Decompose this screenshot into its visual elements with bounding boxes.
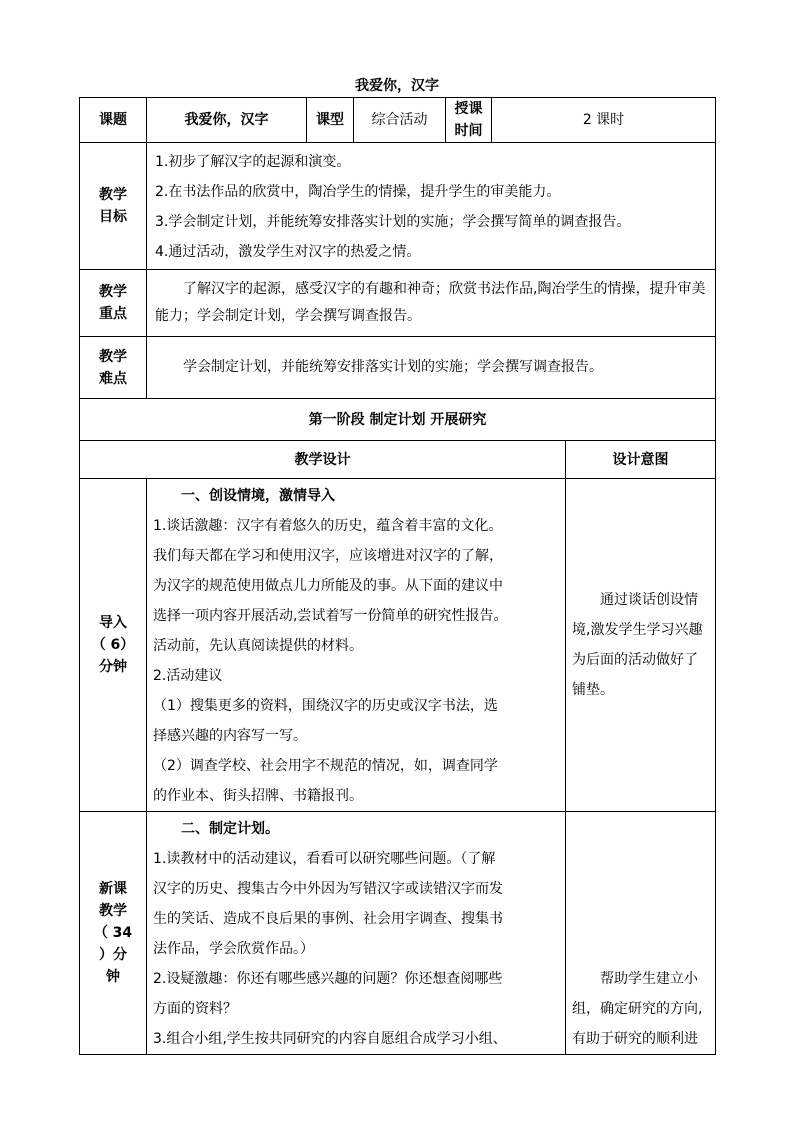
difficulties-text: 学会制定计划，并能统筹安排落实计划的实施；学会撰写调查报告。 — [147, 337, 716, 399]
key-points-text: 了解汉字的起源，感受汉字的有趣和神奇；欣赏书法作品,陶冶学生的情操，提升审美能力；学会制定计划，学会撰写调查报告。 — [147, 270, 716, 337]
newlesson-line: 3.组合小组,学生按共同研究的内容自愿组合成学习小组、 — [153, 1031, 507, 1047]
time-value: 2 课时 — [492, 98, 716, 143]
difficulties-label-line-1: 教学 — [99, 348, 127, 365]
goal-item: 4.通过活动，激发学生对汉字的热爱之情。 — [155, 244, 421, 260]
key-points-label-line-2: 重点 — [99, 306, 127, 322]
newlesson-line: 生的笑话、造成不良后果的事例、社会用字调查、搜集书 — [153, 911, 503, 927]
difficulties-label-line-2: 难点 — [99, 370, 127, 387]
intro-line: 我们每天都在学习和使用汉字，应该增进对汉字的了解， — [153, 548, 503, 564]
stage-title: 第一阶段 制定计划 开展研究 — [80, 399, 716, 441]
goals-list — [147, 143, 716, 270]
newlesson-intent-line: 有助于研究的顺利进 — [572, 1031, 698, 1047]
intro-label-line-2: （ 6） — [91, 637, 135, 653]
newlesson-label-line-1: 新课 — [99, 881, 127, 897]
newlesson-label — [80, 812, 147, 1055]
time-label — [446, 98, 492, 143]
intro-label-line-1: 导入 — [99, 615, 127, 631]
time-label-line-1: 授课 — [454, 101, 483, 117]
newlesson-row — [80, 812, 716, 1055]
intro-line: （1）搜集更多的资料，围绕汉字的历史或汉字书法，选 — [153, 698, 498, 714]
intro-label-line-3: 分钟 — [99, 659, 127, 675]
course-value: 我爱你，汉字 — [147, 98, 307, 143]
lesson-plan-table — [79, 97, 716, 1055]
document-title: 我爱你，汉字 — [355, 78, 439, 94]
newlesson-label-line-3: （ 34 — [93, 925, 133, 941]
goals-label-line-1: 教学 — [99, 187, 127, 203]
goals-label-line-2: 目标 — [99, 209, 127, 225]
newlesson-intent — [566, 812, 716, 1055]
intro-line: 选择一项内容开展活动,尝试着写一份简单的研究性报告。 — [153, 608, 508, 624]
intro-label — [80, 479, 147, 812]
intro-intent: 通过谈话创设情境,激发学生学习兴趣为后面的活动做好了铺垫。 — [566, 479, 716, 812]
intro-line: 的作业本、街头招牌、书籍报刊。 — [153, 788, 363, 804]
design-column-header: 教学设计 — [80, 441, 566, 479]
goal-item: 1.初步了解汉字的起源和演变。 — [155, 154, 351, 170]
newlesson-line: 法作品，学会欣赏作品。） — [153, 941, 314, 957]
newlesson-intent-line: 帮助学生建立小 — [600, 971, 698, 987]
intent-column-header: 设计意图 — [566, 441, 716, 479]
newlesson-line: 方面的资料？ — [153, 1001, 237, 1017]
header-row — [80, 98, 716, 143]
intro-line: （2）调查学校、社会用字不规范的情况，如，调查同学 — [153, 758, 498, 774]
intro-line: 择感兴趣的内容写一写。 — [153, 728, 307, 744]
newlesson-line: 1.读教材中的活动建议，看看可以研究哪些问题。（了解 — [153, 851, 496, 867]
newlesson-line: 汉字的历史、搜集古今中外因为写错汉字或读错汉字而发 — [153, 881, 503, 897]
newlesson-design — [147, 812, 566, 1055]
intro-line: 为汉字的规范使用做点儿力所能及的事。从下面的建议中 — [153, 578, 503, 594]
key-points-label — [80, 270, 147, 337]
goal-item: 3.学会制定计划，并能统筹安排落实计划的实施；学会撰写简单的调查报告。 — [155, 214, 631, 230]
goals-row — [80, 143, 716, 270]
time-label-line-2: 时间 — [454, 123, 483, 139]
type-label: 课型 — [307, 98, 354, 143]
key-points-label-line-1: 教学 — [99, 284, 127, 300]
type-value: 综合活动 — [354, 98, 446, 143]
goal-item: 2.在书法作品的欣赏中，陶冶学生的情操，提升学生的审美能力。 — [155, 184, 561, 200]
difficulties-label — [80, 337, 147, 399]
intro-design — [147, 479, 566, 812]
newlesson-label-line-2: 教学 — [99, 903, 127, 919]
intro-line: 1.谈话激趣：汉字有着悠久的历史，蕴含着丰富的文化。 — [153, 518, 503, 534]
key-points-row — [80, 270, 716, 337]
intro-line: 2.活动建议 — [153, 668, 223, 684]
newlesson-line: 2.设疑激趣：你还有哪些感兴趣的问题？你还想查阅哪些 — [153, 971, 503, 987]
stage-row — [80, 399, 716, 441]
course-label: 课题 — [80, 98, 147, 143]
intro-row — [80, 479, 716, 812]
newlesson-label-line-4: ）分 — [99, 947, 127, 963]
newlesson-intent-line: 组，确定研究的方向, — [572, 1001, 703, 1017]
intro-line: 活动前，先认真阅读提供的材料。 — [153, 638, 363, 654]
difficulties-row — [80, 337, 716, 399]
newlesson-label-line-5: 钟 — [106, 969, 120, 985]
newlesson-heading: 二、制定计划。 — [181, 821, 279, 837]
intro-heading: 一、创设情境，激情导入 — [181, 488, 335, 504]
goals-label — [80, 143, 147, 270]
column-header-row — [80, 441, 716, 479]
